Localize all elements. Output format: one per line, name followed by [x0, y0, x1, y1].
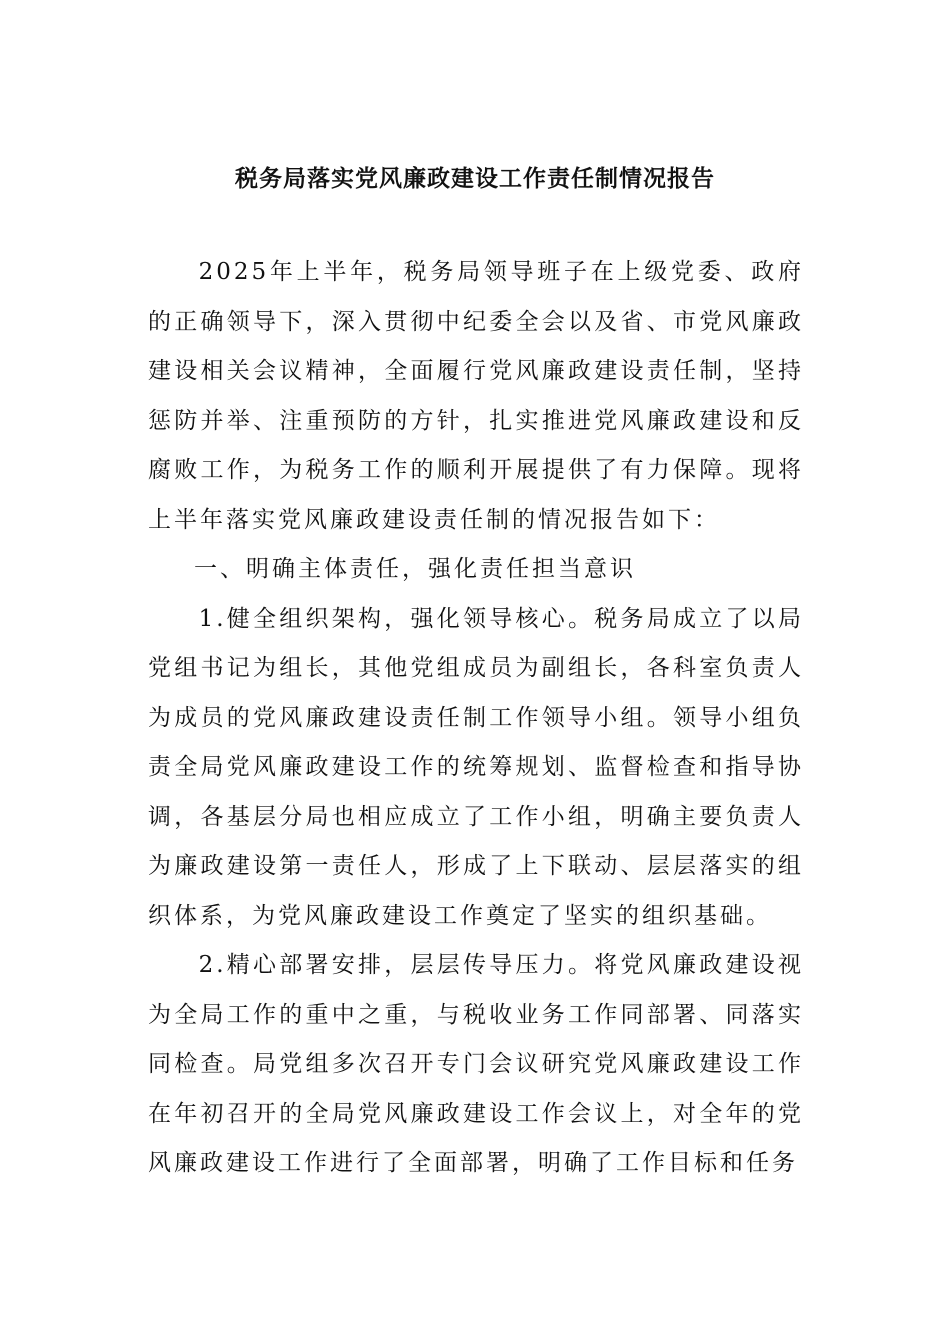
intro-paragraph: 2025年上半年，税务局领导班子在上级党委、政府的正确领导下，深入贯彻中纪委全会以及省、市党风廉政建设相关会议精神，全面履行党风廉政建设责任制，坚持惩防并举、注重预防的方针，扎实推进党风廉政建设和反腐败工作，为税务工作的顺利开展提供了有力保障。现将上半年落实党风廉政建设责任制的情况报告如下： — [148, 259, 804, 533]
document-body — [148, 248, 804, 1189]
section-heading: 一、明确主体责任，强化责任担当意识 — [194, 556, 636, 582]
document-title: 税务局落实党风廉政建设工作责任制情况报告 — [235, 165, 715, 192]
paragraph-item-1: 1.健全组织架构，强化领导核心。税务局成立了以局党组书记为组长，其他党组成员为副组长，各科室负责人为成员的党风廉政建设责任制工作领导小组。领导小组负责全局党风廉政建设工作的统筹规划、监督检查和指导协调，各基层分局也相应成立了工作小组，明确主要负责人为廉政建设第一责任人，形成了上下联动、层层落实的组织体系，为党风廉政建设工作奠定了坚实的组织基础。 — [148, 605, 804, 929]
paragraph-item-2: 2.精心部署安排，层层传导压力。将党风廉政建设视为全局工作的重中之重，与税收业务工作同部署、同落实同检查。局党组多次召开专门会议研究党风廉政建设工作在年初召开的全局党风廉政建设工作会议上，对全年的党风廉政建设工作进行了全面部署，明确了工作目标和任务 — [148, 952, 804, 1176]
